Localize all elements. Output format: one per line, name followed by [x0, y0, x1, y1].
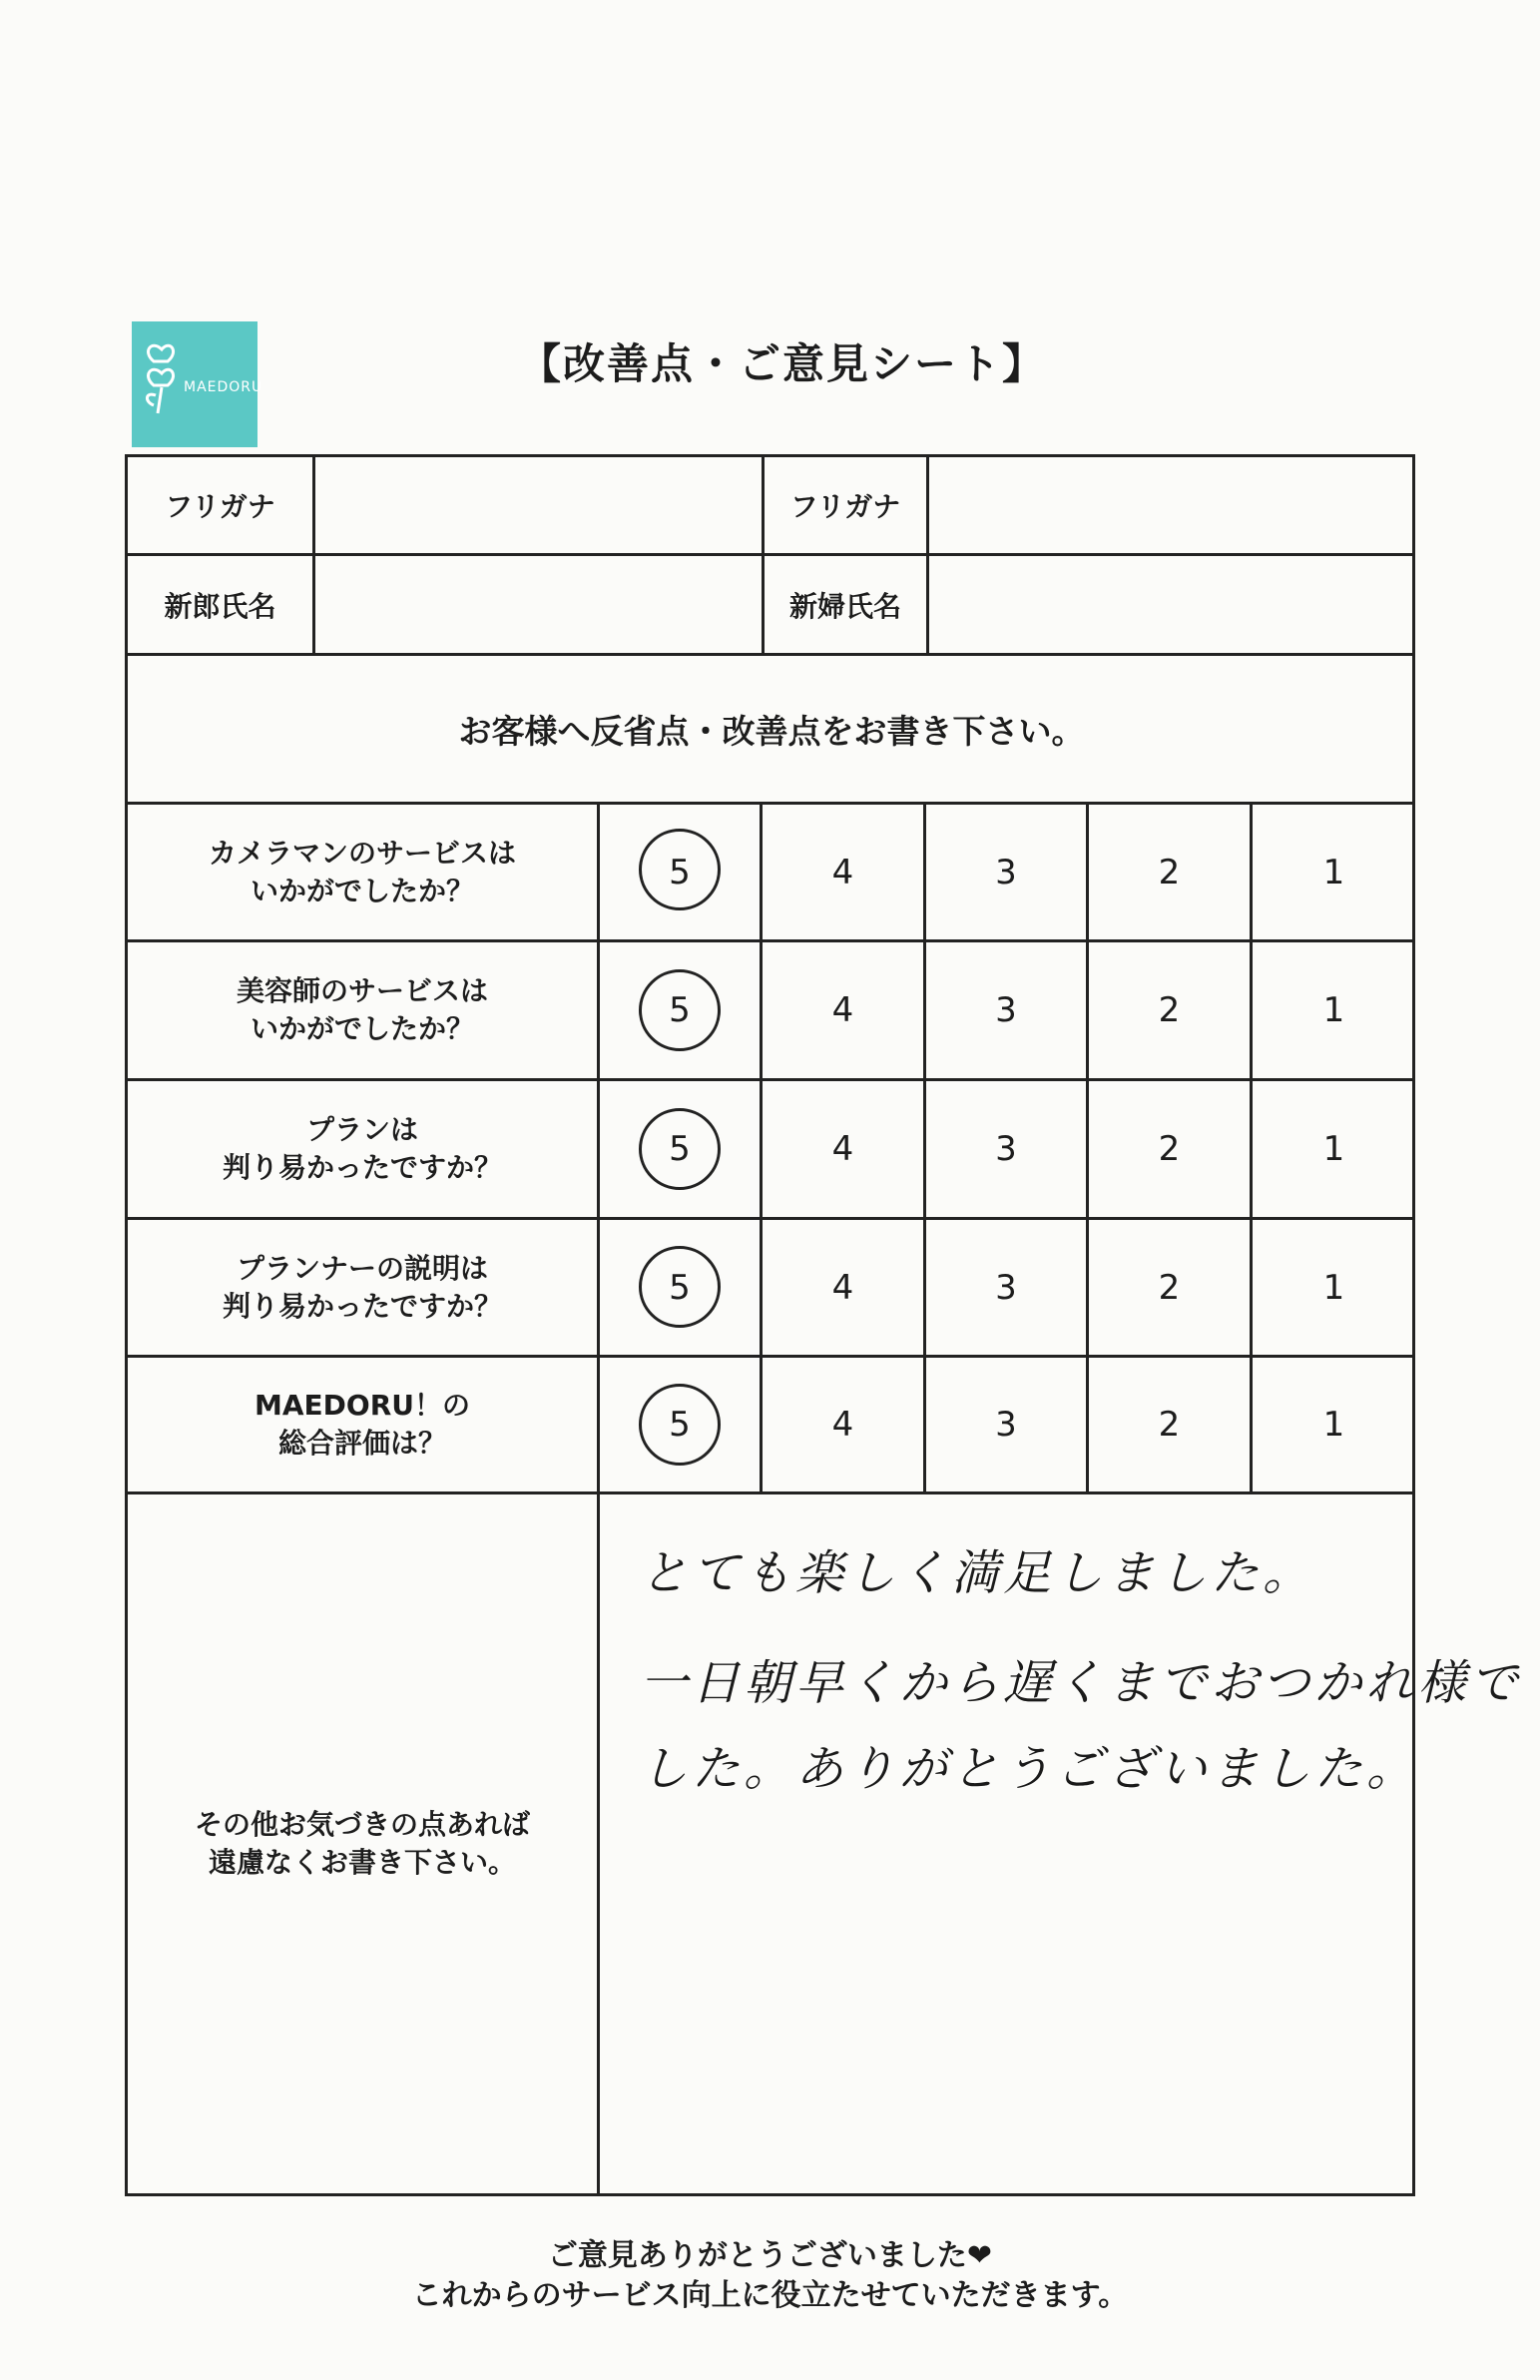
question-line: カメラマンのサービスは	[208, 836, 516, 870]
logo-wordmark: MAEDORU	[184, 379, 263, 395]
question-line: 美容師のサービスは	[236, 974, 488, 1007]
question-cameraman	[128, 805, 597, 939]
selected-circle-mark	[639, 1246, 721, 1328]
rating-option-4[interactable]: 4	[831, 1405, 854, 1445]
rating-option-5[interactable]: 5	[669, 852, 691, 892]
rating-option-1[interactable]: 1	[1322, 1405, 1345, 1445]
instruction-text: お客様へ反省点・改善点をお書き下さい。	[458, 711, 1085, 751]
selected-circle-mark	[639, 829, 721, 910]
groom-name-field[interactable]	[315, 556, 762, 653]
rating-option-1[interactable]: 1	[1322, 852, 1345, 892]
rating-option-4[interactable]: 4	[831, 990, 854, 1030]
question-line: いかがでしたか？	[250, 1012, 474, 1045]
groom-name-label: 新郎氏名	[164, 589, 276, 623]
question-line: MAEDORU！の	[254, 1389, 470, 1422]
question-line: いかがでしたか？	[250, 874, 474, 907]
rating-option-5[interactable]: 5	[669, 990, 691, 1030]
footer-note: これからのサービス向上に役立たせていただきます。	[411, 2278, 1129, 2313]
rating-option-2[interactable]: 2	[1158, 990, 1181, 1030]
survey-form	[125, 454, 1522, 2196]
selected-circle-mark	[639, 1384, 721, 1466]
question-stylist	[128, 942, 597, 1078]
rating-option-2[interactable]: 2	[1158, 1267, 1181, 1308]
rating-option-1[interactable]: 1	[1322, 1267, 1345, 1308]
rating-option-5[interactable]: 5	[669, 1405, 691, 1445]
question-line: 総合評価は？	[277, 1427, 446, 1460]
bride-furigana-field[interactable]	[929, 457, 1415, 553]
rating-option-2[interactable]: 2	[1158, 852, 1181, 892]
selected-circle-mark	[639, 1108, 721, 1190]
page-title: 【改善点・ご意見シート】	[519, 339, 1047, 388]
rating-option-2[interactable]: 2	[1158, 1405, 1181, 1445]
handwritten-comment-line: した。ありがとうございました。	[640, 1741, 1419, 1797]
handwritten-comment-line: とても楽しく満足しました。	[640, 1545, 1315, 1601]
question-line: プランナーの説明は	[236, 1251, 488, 1285]
footer-thanks: ご意見ありがとうございました❤	[547, 2238, 993, 2273]
question-overall	[128, 1358, 597, 1491]
comments-label-line: その他お気づきの点あれば	[194, 1808, 530, 1841]
comments-label	[128, 1494, 597, 2193]
rating-option-3[interactable]: 3	[995, 1405, 1017, 1445]
selected-circle-mark	[639, 969, 721, 1051]
question-line: 判り易かったですか？	[222, 1151, 502, 1184]
rating-option-1[interactable]: 1	[1322, 1129, 1345, 1169]
rating-option-3[interactable]: 3	[995, 1267, 1017, 1308]
comments-field[interactable]	[600, 1494, 1522, 2193]
bride-name-field[interactable]	[929, 556, 1415, 653]
handwritten-comment-line: 一日朝早くから遅くまでおつかれ様で	[640, 1655, 1522, 1711]
rating-option-4[interactable]: 4	[831, 1129, 854, 1169]
question-line: 判り易かったですか？	[222, 1289, 502, 1323]
rating-option-3[interactable]: 3	[995, 990, 1017, 1030]
furigana-label-groom: フリガナ	[165, 490, 275, 523]
rating-option-3[interactable]: 3	[995, 1129, 1017, 1169]
rating-option-2[interactable]: 2	[1158, 1129, 1181, 1169]
groom-furigana-field[interactable]	[315, 457, 762, 553]
maedoru-logo	[132, 321, 263, 447]
question-plan	[128, 1081, 597, 1217]
bride-name-label: 新婦氏名	[788, 589, 901, 623]
question-planner	[128, 1220, 597, 1355]
rating-option-4[interactable]: 4	[831, 852, 854, 892]
furigana-label-bride: フリガナ	[789, 490, 901, 523]
rating-option-1[interactable]: 1	[1322, 990, 1345, 1030]
comments-label-line: 遠慮なくお書き下さい。	[208, 1846, 516, 1879]
rating-option-5[interactable]: 5	[669, 1129, 691, 1169]
question-line: プランは	[305, 1113, 418, 1146]
rating-option-3[interactable]: 3	[995, 852, 1017, 892]
rating-option-5[interactable]: 5	[669, 1267, 691, 1308]
rating-option-4[interactable]: 4	[831, 1267, 854, 1308]
